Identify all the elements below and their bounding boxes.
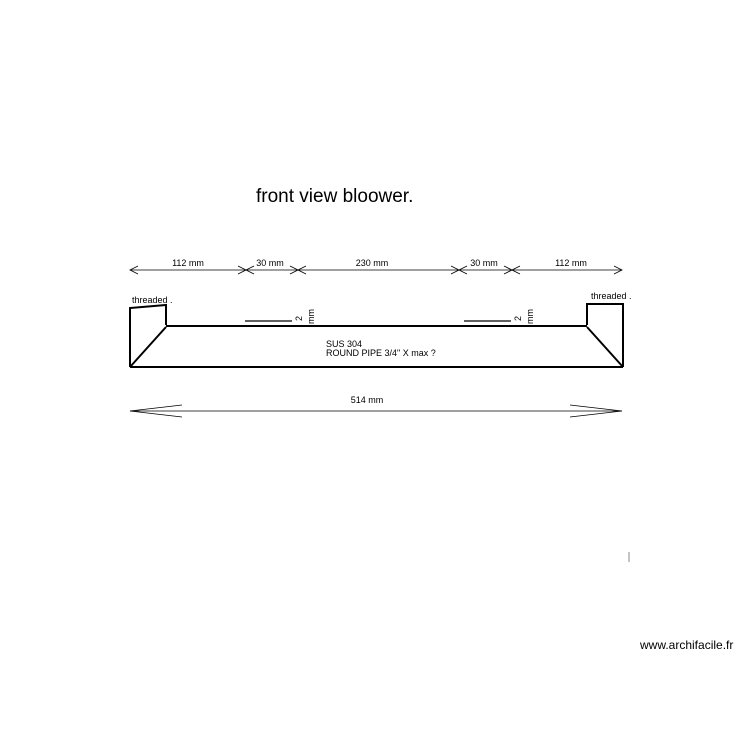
step-value-right: 2 [513, 315, 523, 321]
step-unit-right: mm [525, 309, 535, 324]
dimension-label-112-right: 112 mm [555, 258, 587, 268]
threaded-label-right: threaded . [591, 291, 632, 301]
drawing-title: front view bloower. [256, 186, 414, 207]
dimension-label-30-left: 30 mm [256, 258, 284, 268]
dimension-label-230: 230 mm [355, 258, 389, 268]
right-threaded-end [587, 304, 623, 367]
left-threaded-end [130, 305, 166, 367]
overall-dimension-label: 514 mm [350, 395, 384, 405]
watermark: www.archifacile.fr [640, 638, 734, 652]
step-unit-left: mm [306, 309, 316, 324]
threaded-label-left: threaded . [132, 295, 173, 305]
material-note: SUS 304 [326, 339, 363, 349]
dimension-label-30-right: 30 mm [470, 258, 498, 268]
overall-dimension [130, 405, 622, 417]
pipe-note: ROUND PIPE 3/4" X max ? [326, 348, 436, 358]
step-value-left: 2 [294, 315, 304, 321]
left-bevel-line [130, 327, 166, 367]
dimension-label-112-left: 112 mm [172, 258, 204, 268]
right-bevel-line [587, 327, 623, 367]
